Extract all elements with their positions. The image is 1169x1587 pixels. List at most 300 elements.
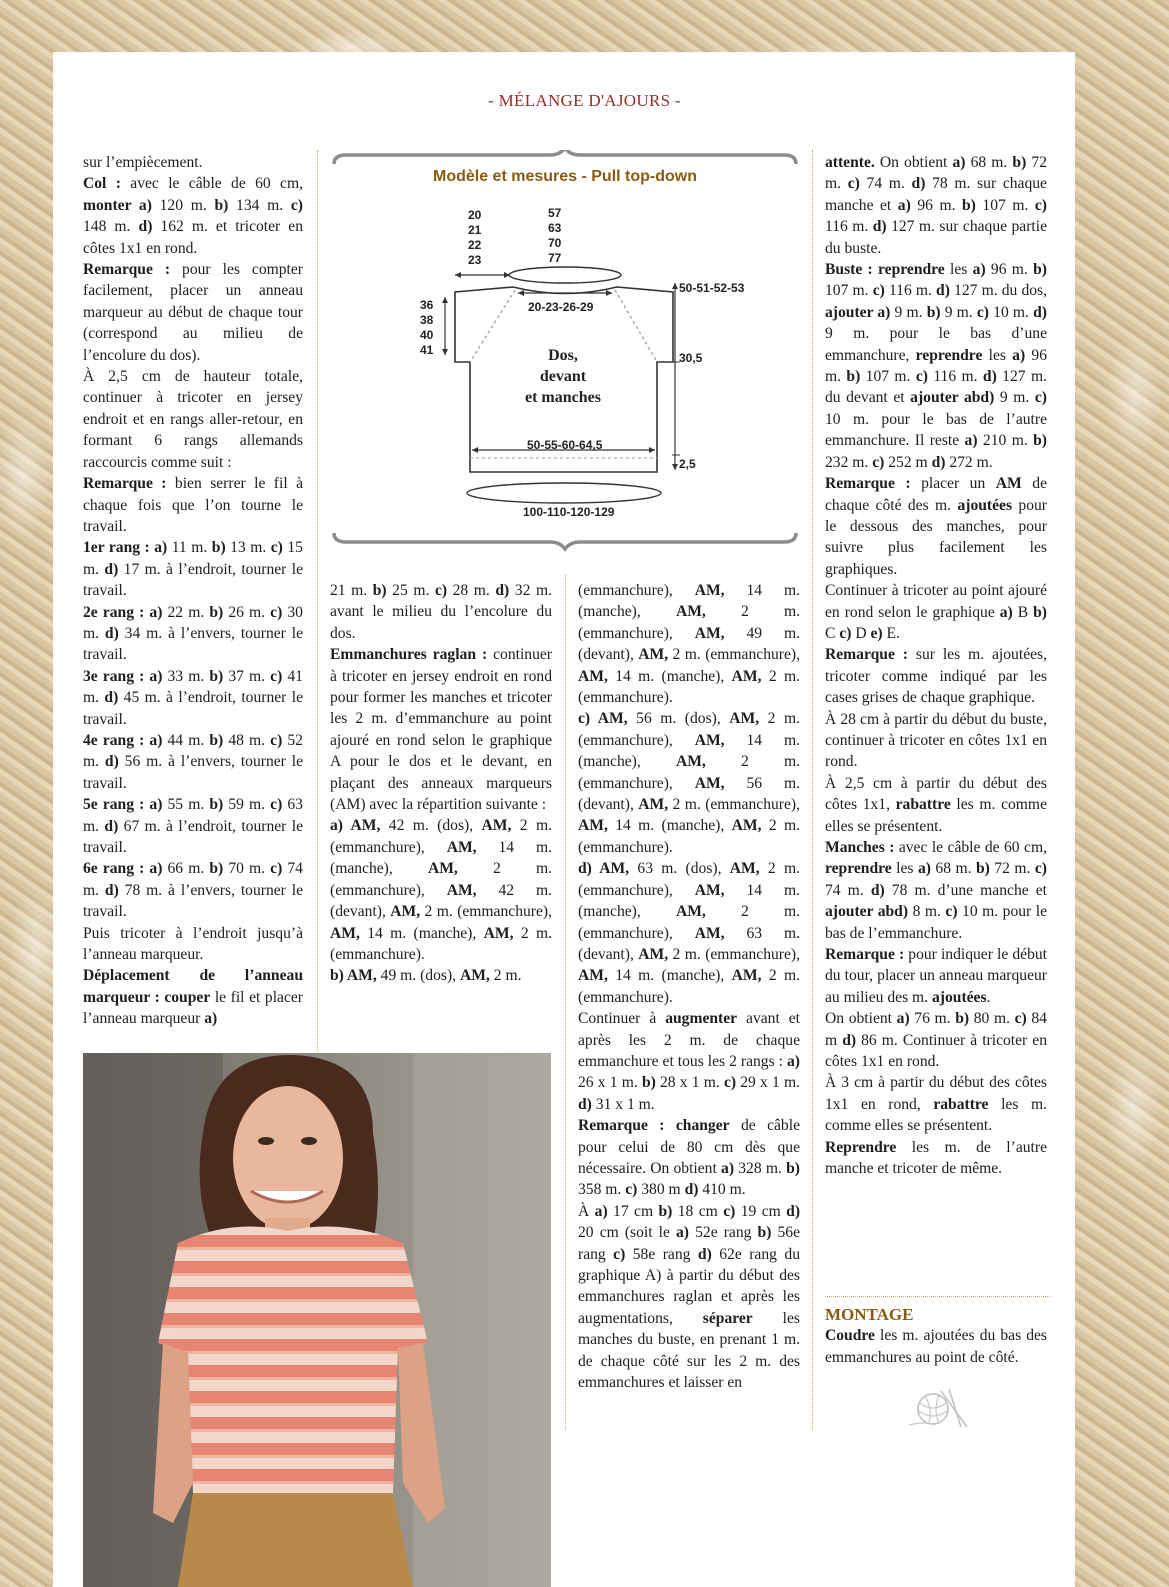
- bold-text: d): [138, 218, 153, 236]
- bold-text: attente.: [825, 154, 875, 171]
- body-text: 74 m.: [825, 881, 871, 899]
- body-text: 26 x 1 m.: [578, 1074, 642, 1092]
- body-text: .: [986, 988, 991, 1006]
- bold-text: d): [911, 175, 926, 193]
- bold-text: b): [962, 196, 976, 214]
- bold-text: c): [1034, 389, 1048, 407]
- sleeve-length-labels: 36 38 40 41: [420, 298, 434, 357]
- bold-text: reprendre: [915, 346, 983, 364]
- body-text: 96 m.: [825, 346, 1047, 386]
- body-text: 2 m. (emmanchure),: [330, 860, 553, 899]
- body-text: 63 m.: [83, 796, 303, 835]
- bold-text: AM,: [638, 646, 669, 664]
- paragraph: [83, 730, 303, 794]
- section-rule: [825, 1296, 1050, 1297]
- body-text: 25 m.: [386, 582, 435, 599]
- body-text: de chaque côté des m.: [825, 475, 1047, 514]
- bold-text: e): [870, 624, 883, 642]
- bold-text: d) AM,: [578, 860, 630, 878]
- paragraph: [578, 1008, 800, 1115]
- body-text: 252 m: [884, 453, 932, 471]
- body-text: 127 m. du dos,: [949, 282, 1048, 300]
- bold-text: b): [214, 196, 229, 214]
- body-text: 44 m.: [162, 731, 210, 749]
- body-text: 127 m. du devant et: [825, 368, 1047, 407]
- paragraph: [578, 858, 800, 1008]
- paragraph: [330, 965, 552, 986]
- paragraph: [825, 1072, 1047, 1136]
- bold-text: Remarque : changer: [578, 1117, 730, 1135]
- bold-text: d): [872, 218, 887, 236]
- bold-text: 1er rang : a): [83, 539, 168, 557]
- body-text: pour le dessous des manches, pour suivre plus facilement les graphiques.: [825, 496, 1047, 578]
- body-text: 86 m. Continuer à tricoter en côtes 1x1 en rond.: [825, 1031, 1048, 1071]
- body-text: 148 m.: [83, 218, 139, 236]
- body-text: E.: [882, 624, 900, 642]
- montage-text: [825, 1325, 1047, 1368]
- body-text: 96 m.: [910, 196, 962, 214]
- body-text: 19 cm: [735, 1202, 787, 1220]
- bold-text: Remarque :: [825, 946, 905, 964]
- body-text: 33 m.: [162, 667, 210, 685]
- body-text: (emmanchure),: [578, 582, 695, 599]
- bold-text: AM,: [427, 860, 458, 878]
- bold-text: Manches :: [825, 839, 895, 856]
- paragraph: [825, 644, 1047, 708]
- body-text: 2 m. (emmanchure),: [420, 903, 552, 921]
- body-text: 328 m.: [734, 1159, 787, 1177]
- paragraph: [83, 259, 303, 366]
- paragraph: [83, 473, 303, 537]
- body-text: 56e rang: [578, 1224, 800, 1263]
- bold-text: a): [999, 603, 1013, 621]
- body-text: 120 m.: [151, 196, 215, 214]
- body-text: 272 m.: [945, 453, 993, 471]
- body-text: 232 m.: [825, 453, 873, 471]
- schema-title: Modèle et mesures - Pull top-down: [432, 168, 698, 185]
- bold-text: ajouter abd): [910, 389, 995, 407]
- body-text: 34 m. à l’envers, tourner le travail.: [83, 624, 303, 664]
- body-text: 26 m.: [223, 603, 271, 621]
- body-text: 14 m. (manche),: [578, 731, 800, 771]
- body-text: À 2,5 cm à partir du début des côtes 1x1,: [825, 774, 1047, 814]
- body-text: 30 m.: [83, 603, 303, 642]
- bold-text: ajouter abd): [825, 903, 909, 921]
- width-label: 50-55-60-64,5: [527, 438, 603, 452]
- body-text: bien serrer le fil à chaque fois que l’on tourne le travail.: [83, 475, 303, 535]
- body-text: 2 m. (emmanchure),: [668, 796, 800, 814]
- bold-text: a): [1012, 346, 1026, 364]
- bold-text: d): [1033, 303, 1047, 321]
- paragraph: [825, 1137, 1047, 1180]
- body-text: 63 m. (devant),: [578, 924, 800, 963]
- body-text: 410 m.: [698, 1181, 746, 1199]
- body-text: 56 m. (dos),: [627, 710, 730, 728]
- paragraph: [83, 965, 303, 1029]
- bold-text: d): [697, 1245, 712, 1263]
- bold-text: d): [104, 817, 119, 835]
- body-text: 68 m.: [965, 154, 1013, 171]
- bold-text: d): [842, 1031, 857, 1049]
- measurement-schema: [330, 150, 800, 555]
- body-text: 70 m.: [223, 860, 271, 878]
- paragraph: [825, 152, 1047, 259]
- body-text: À 28 cm à partir du début du buste, continuer à tricoter en côtes 1x1 en rond.: [825, 710, 1047, 771]
- bold-text: séparer: [702, 1309, 753, 1327]
- bold-text: 4e rang : a): [83, 731, 163, 749]
- bold-text: c): [872, 453, 885, 471]
- body-text: Puis tricoter à l’endroit jusqu’à l’anneau marqueur.: [83, 924, 303, 964]
- bold-text: reprendre: [825, 860, 892, 878]
- body-text: 96 m.: [985, 261, 1034, 279]
- bold-text: c): [270, 860, 283, 878]
- bold-text: AM,: [446, 881, 477, 899]
- bold-text: AM,: [390, 903, 421, 921]
- body-text: 72 m.: [989, 860, 1035, 878]
- body-text: 29 x 1 m.: [736, 1074, 800, 1092]
- body-text: 9 m.: [890, 303, 927, 321]
- body-text: 380 m: [637, 1181, 685, 1199]
- bold-text: d): [104, 560, 119, 578]
- paragraph: [578, 1115, 800, 1201]
- paragraph: [83, 858, 303, 922]
- body-text: 2 m. (emmanchure).: [578, 817, 800, 856]
- body-text: 15 m.: [83, 539, 303, 578]
- bold-text: b): [209, 731, 224, 749]
- bold-text: rabattre: [933, 1095, 989, 1113]
- body-text: 9 m.: [940, 303, 977, 321]
- body-text: 31 x 1 m.: [591, 1095, 655, 1113]
- bold-text: d): [931, 453, 946, 471]
- bold-text: AM,: [330, 924, 360, 942]
- bold-text: c): [976, 303, 989, 321]
- bold-text: b): [926, 303, 941, 321]
- body-text: les: [944, 261, 973, 279]
- body-text: 42 m. (dos),: [380, 817, 482, 835]
- body-text: 2 m. (emmanchure),: [578, 903, 801, 942]
- bold-text: d): [870, 881, 885, 899]
- bold-text: c): [625, 1181, 638, 1199]
- body-text: 28 m.: [447, 582, 496, 599]
- body-text: 210 m.: [977, 432, 1034, 450]
- bold-text: AM,: [446, 838, 477, 856]
- bold-text: b): [975, 860, 990, 878]
- bold-text: rabattre: [895, 796, 951, 814]
- bold-text: a): [676, 1224, 689, 1242]
- body-text: 116 m.: [884, 282, 937, 300]
- paragraph: [825, 1008, 1047, 1072]
- bold-text: c): [1034, 860, 1047, 878]
- bold-text: Remarque :: [83, 475, 167, 493]
- body-text: 14 m. (manche),: [607, 667, 732, 685]
- bold-text: b): [372, 582, 387, 599]
- body-text: les m. comme elles se présentent.: [825, 796, 1047, 835]
- bold-text: AM,: [638, 796, 669, 814]
- bold-text: augmenter: [665, 1010, 738, 1028]
- bold-text: c): [290, 196, 303, 214]
- body-text: de câble pour celui de 80 cm dès que nécessaire. On obtient: [578, 1117, 800, 1177]
- body-text: 116 m.: [825, 218, 873, 236]
- body-text: 21 m.: [330, 582, 373, 599]
- bold-text: b): [641, 1074, 656, 1092]
- body-text: le fil et placer l’anneau marqueur: [83, 988, 303, 1028]
- bold-text: 6e rang : a): [83, 860, 163, 878]
- bold-text: c): [270, 603, 283, 621]
- paragraph: [825, 837, 1047, 944]
- bold-text: c): [945, 903, 958, 921]
- bold-text: d): [684, 1181, 699, 1199]
- bold-text: AM,: [483, 924, 514, 942]
- body-text: 10 m. pour le bas de l’emmanchure.: [825, 903, 1047, 942]
- body-text: À: [578, 1202, 595, 1220]
- body-text: C: [825, 624, 840, 642]
- bold-text: c): [839, 624, 852, 642]
- body-text: 48 m.: [223, 731, 271, 749]
- body-text: 107 m.: [860, 368, 916, 386]
- bold-text: d): [104, 753, 119, 771]
- bold-text: c): [915, 368, 928, 386]
- bold-text: Déplacement de l’anneau marqueur : couper: [83, 967, 303, 1006]
- column-rule: [565, 575, 566, 1430]
- body-text: 10 m.: [989, 303, 1034, 321]
- paragraph: [578, 580, 800, 708]
- bold-text: Remarque :: [825, 646, 908, 664]
- bold-text: AM,: [694, 924, 725, 942]
- body-text: 78 m. à l’envers, tourner le travail.: [83, 881, 303, 921]
- neck-width-labels: 20 21 22 23: [468, 208, 482, 267]
- body-text: 9 m.: [994, 389, 1035, 407]
- body-text: 58e rang: [625, 1245, 698, 1263]
- body-text: 14 m. (manche),: [578, 881, 800, 921]
- bold-text: a): [972, 261, 986, 279]
- body-text: avant et après les 2 m. de chaque emmanchure et tous les 2 rangs :: [578, 1010, 800, 1070]
- bold-text: Remarque :: [825, 475, 911, 493]
- bold-text: AM,: [731, 667, 762, 685]
- paragraph: [83, 602, 303, 666]
- text-column-2: [330, 580, 552, 987]
- montage-title: MONTAGE: [825, 1305, 914, 1324]
- bold-text: AM,: [675, 753, 706, 771]
- body-text: 127 m. sur chaque partie du buste.: [825, 218, 1048, 257]
- body-text: 68 m.: [930, 860, 976, 878]
- bold-text: Col :: [83, 175, 121, 193]
- bold-text: AM: [995, 475, 1022, 493]
- bold-text: 5e rang : a): [83, 796, 163, 814]
- bold-text: AM,: [578, 817, 608, 835]
- bold-text: AM,: [675, 603, 706, 621]
- body-text: 74 m.: [83, 860, 303, 899]
- body-height-label: 30,5: [679, 351, 703, 365]
- body-text: 9 m. pour le bas d’une emmanchure,: [825, 325, 1047, 364]
- body-label: Dos, devant et manches: [525, 347, 601, 406]
- bold-text: a): [204, 1010, 218, 1028]
- bold-text: Buste : reprendre: [825, 261, 945, 279]
- paragraph: [83, 152, 303, 173]
- bold-text: a): [964, 432, 978, 450]
- paragraph: [330, 644, 552, 815]
- bold-text: c): [270, 667, 283, 685]
- body-text: 2 m. (emmanchure).: [578, 967, 800, 1006]
- bold-text: a): [897, 196, 911, 214]
- bold-text: b): [209, 667, 224, 685]
- body-text: 18 cm: [672, 1202, 724, 1220]
- body-text: À 2,5 cm de hauteur totale, continuer à tricoter en jersey endroit et en rangs aller-retour, en formant 6 rangs allemands raccourcis comme suit :: [83, 368, 303, 471]
- body-text: 14 m. (manche),: [607, 817, 732, 835]
- bold-text: 2e rang : a): [83, 603, 163, 621]
- bold-text: monter a): [83, 196, 152, 214]
- body-text: avec le câble de 60 cm,: [120, 175, 304, 193]
- body-text: On obtient: [825, 1010, 897, 1028]
- bold-text: b): [786, 1159, 800, 1177]
- body-text: 14 m. (manche),: [578, 582, 800, 621]
- bold-text: ajouter a): [825, 303, 891, 321]
- paragraph: [83, 173, 303, 259]
- bold-text: AM,: [578, 667, 608, 685]
- bold-text: AM,: [481, 817, 512, 835]
- bold-text: b): [955, 1010, 970, 1028]
- bold-text: Remarque :: [83, 261, 171, 279]
- paragraph: [825, 709, 1047, 773]
- body-text: 116 m.: [927, 368, 983, 386]
- bold-text: a): [896, 1010, 910, 1028]
- text-column-3: [578, 580, 800, 1393]
- bold-text: a): [917, 860, 931, 878]
- body-text: 66 m.: [162, 860, 210, 878]
- body-text: 78 m. d’une manche et: [884, 881, 1048, 899]
- body-text: continuer à tricoter en jersey endroit en rond pour former les manches et tricoter les 2 m. d’emmanchure au point ajouré en rond selon le graphique A pour le dos et le devant, en plaçant des anneaux marqueurs (AM) avec la répartition suivante :: [330, 646, 552, 814]
- body-text: 2 m. (emmanchure),: [578, 710, 801, 749]
- body-text: 74 m.: [859, 175, 912, 193]
- bold-text: c): [434, 582, 448, 599]
- body-text: 107 m.: [825, 282, 873, 300]
- body-text: 84 m: [825, 1010, 1047, 1049]
- body-text: 2 m. (emmanchure).: [330, 924, 552, 963]
- body-text: 41 m.: [83, 667, 303, 707]
- rib-label: 2,5: [679, 457, 696, 471]
- paragraph: [83, 537, 303, 601]
- column-rule: [812, 150, 813, 1430]
- body-text: 78 m. sur chaque manche et: [825, 175, 1047, 214]
- bold-text: AM,: [694, 881, 725, 899]
- bold-text: d): [495, 582, 510, 599]
- paragraph: [825, 773, 1047, 837]
- bold-text: AM,: [731, 967, 762, 985]
- bold-text: c) AM,: [578, 710, 628, 728]
- bold-text: c): [872, 282, 885, 300]
- body-text: 55 m.: [162, 796, 210, 814]
- body-text: 2 m. (emmanchure),: [578, 860, 801, 899]
- body-text: 42 m. (devant),: [330, 881, 552, 921]
- body-text: 8 m.: [908, 903, 946, 921]
- body-text: 28 x 1 m.: [655, 1074, 724, 1092]
- body-text: 67 m. à l’endroit, tourner le travail.: [83, 817, 304, 856]
- neck-opening-label: 20-23-26-29: [528, 300, 594, 314]
- paragraph: [825, 580, 1047, 644]
- bold-text: d): [936, 282, 950, 300]
- body-text: 162 m. et tricoter en côtes 1x1 en rond.: [83, 218, 304, 257]
- bold-text: d): [104, 881, 119, 899]
- body-text: pour les compter facilement, placer un anneau marqueur au début de chaque tour (correspond au milieu de l’encolure du dos).: [83, 261, 304, 364]
- body-text: 63 m. (dos),: [629, 860, 730, 878]
- bold-text: d): [104, 624, 119, 642]
- bold-text: ajoutées: [957, 496, 1013, 514]
- montage-section: [825, 1304, 1047, 1368]
- body-text: les: [891, 860, 918, 878]
- bold-text: a): [787, 1052, 800, 1070]
- bold-text: b): [209, 796, 224, 814]
- paragraph: [578, 708, 800, 858]
- body-text: 2 m. (emmanchure),: [330, 817, 553, 856]
- paragraph: [578, 1201, 800, 1394]
- body-text: 358 m.: [578, 1181, 626, 1199]
- body-text: 72 m.: [825, 154, 1047, 193]
- body-text: On obtient: [874, 154, 953, 171]
- paragraph: [330, 580, 552, 644]
- bold-text: AM,: [638, 945, 669, 963]
- bold-text: AM,: [694, 774, 725, 792]
- bold-text: d): [578, 1095, 592, 1113]
- body-text: 2 m. (emmanchure),: [668, 646, 800, 664]
- bold-text: c): [1014, 1010, 1027, 1028]
- body-text: 17 m. à l’endroit, tourner le travail.: [83, 560, 304, 600]
- body-text: 2 m. (emmanchure).: [578, 667, 800, 707]
- paragraph: [825, 259, 1047, 473]
- body-text: sur l’empiècement.: [83, 154, 203, 171]
- body-text: 11 m.: [167, 539, 212, 557]
- body-text: 22 m.: [162, 603, 210, 621]
- body-text: 80 m.: [969, 1010, 1015, 1028]
- paragraph: [330, 815, 552, 965]
- paragraph: [825, 473, 1047, 580]
- body-text: les manches du buste, en prenant 1 m. de chaque côté sur les 2 m. des emmanchures et laisser en: [578, 1309, 800, 1392]
- running-head: - MÉLANGE D'AJOURS -: [488, 91, 681, 110]
- body-text: 2 m. (emmanchure),: [578, 753, 801, 792]
- bold-text: a): [721, 1159, 735, 1177]
- text-column-4: [825, 152, 1047, 1180]
- body-text: les m. de l’autre manche et tricoter de même.: [825, 1138, 1047, 1178]
- body-text: D: [851, 624, 871, 642]
- bold-text: AM,: [729, 860, 760, 878]
- bold-text: AM,: [694, 582, 725, 599]
- bold-text: d): [982, 368, 997, 386]
- bold-text: c): [270, 731, 283, 749]
- bold-text: Reprendre: [825, 1138, 897, 1156]
- body-text: 45 m. à l’endroit, tourner le travail.: [83, 689, 304, 728]
- bold-text: b): [209, 603, 224, 621]
- body-text: pour indiquer le début du tour, placer un anneau marqueur au milieu des m.: [825, 946, 1048, 1006]
- body-text: 49 m. (dos),: [376, 967, 460, 985]
- paragraph: [83, 794, 303, 858]
- bold-text: d): [786, 1202, 801, 1220]
- body-text: les m. ajoutées du bas des emmanchures au point de côté.: [825, 1327, 1047, 1366]
- bold-text: b): [757, 1224, 772, 1242]
- bold-text: AM,: [578, 967, 608, 985]
- bold-text: ajoutées: [931, 988, 987, 1006]
- bold-text: b): [209, 860, 224, 878]
- bold-text: b): [1012, 154, 1027, 171]
- bold-text: b): [1033, 432, 1047, 450]
- bold-text: c): [847, 175, 860, 193]
- bold-text: d): [104, 689, 119, 707]
- bold-text: AM,: [729, 710, 760, 728]
- paragraph: [825, 944, 1047, 1008]
- body-text: 49 m. (devant),: [578, 624, 800, 664]
- body-text: 20 cm (soit le: [578, 1224, 676, 1242]
- body-text: 32 m. avant le milieu du l’encolure du dos.: [330, 582, 552, 642]
- body-text: 76 m.: [909, 1010, 956, 1028]
- body-text: 62e rang du graphique A) à partir du début des emmanchures raglan et après les augmentations,: [578, 1245, 801, 1327]
- bold-text: b): [658, 1202, 673, 1220]
